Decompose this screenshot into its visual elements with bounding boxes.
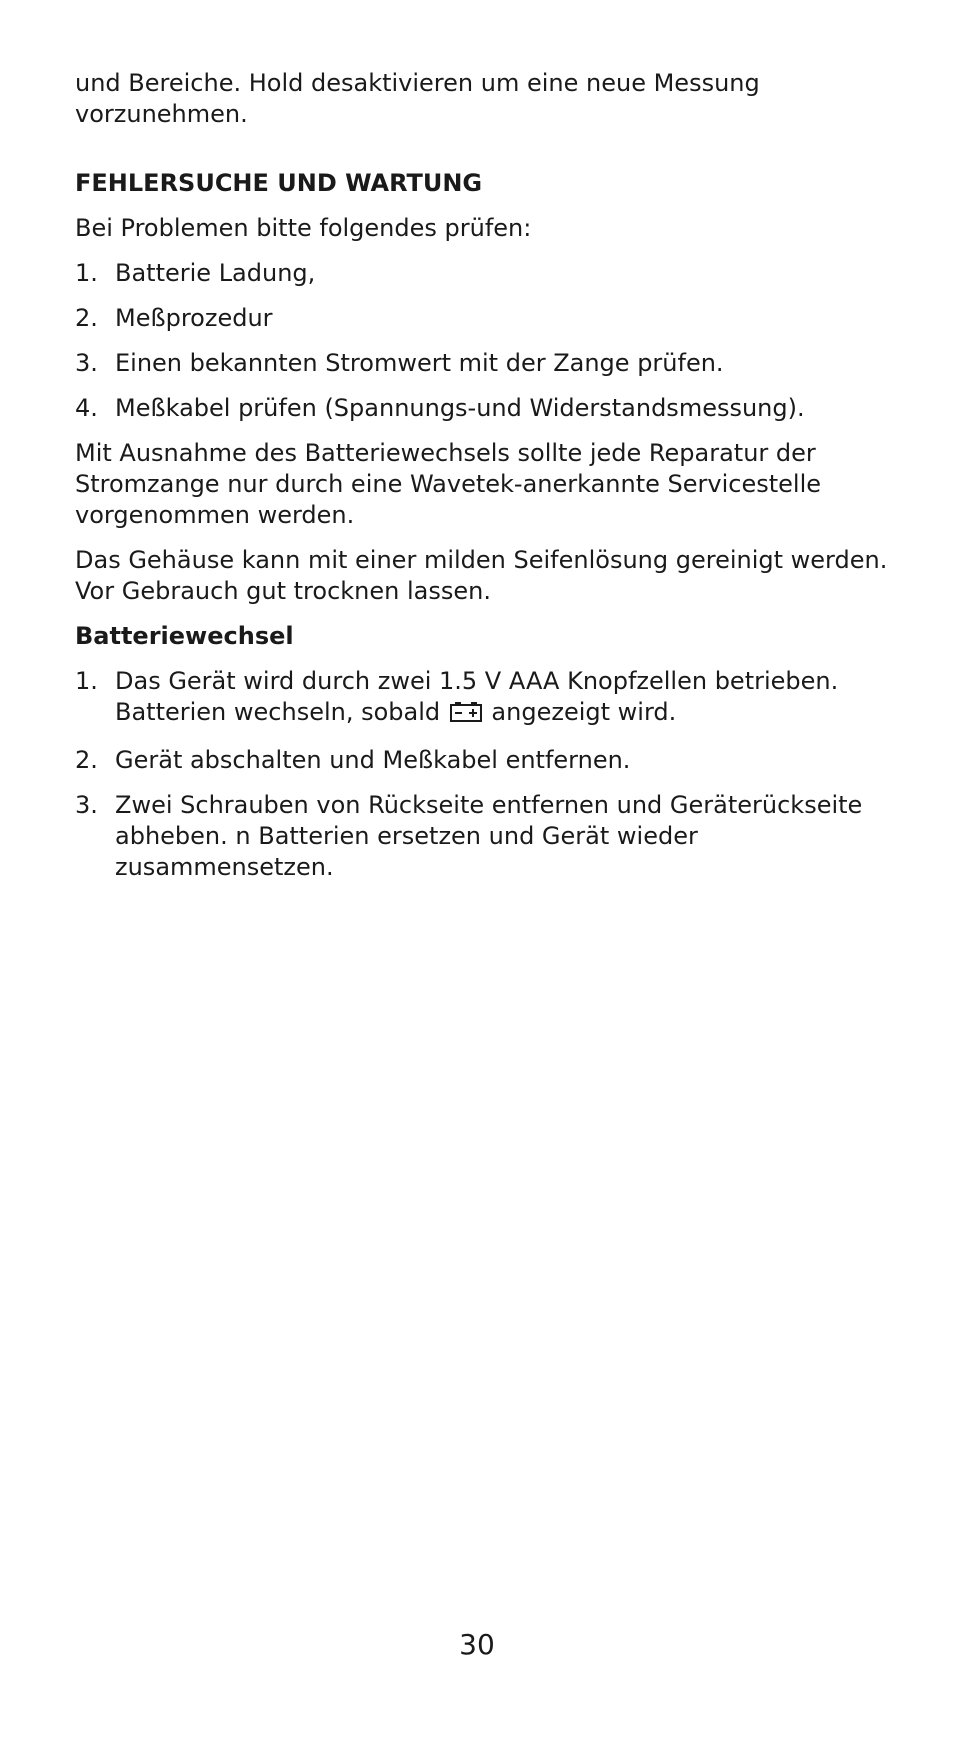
list-item [75,790,895,883]
list-item [75,303,895,334]
list-text-after: angezeigt wird. [491,698,677,726]
page-number: 30 [459,1628,495,1661]
list-text: Einen bekannten Stromwert mit der Zange prüfen. [115,349,724,377]
cleaning-paragraph: Das Gehäuse kann mit einer milden Seifenlösung gereinigt werden. Vor Gebrauch gut trocknen lassen. [75,546,888,605]
section-heading: FEHLERSUCHE UND WARTUNG [75,169,483,197]
battery-heading: Batteriewechsel [75,622,294,650]
list-number: 2. [75,746,98,774]
list-text: Meßprozedur [115,304,273,332]
list-number: 1. [75,259,98,287]
repair-paragraph: Mit Ausnahme des Batteriewechsels sollte jede Reparatur der Stromzange nur durch eine Wavetek-anerkannte Servicestelle vorgenommen werden. [75,439,822,529]
intro-paragraph: und Bereiche. Hold desaktivieren um eine neue Messung vorzunehmen. [75,69,760,128]
list-number: 3. [75,349,98,377]
check-list [75,258,895,424]
battery-list [75,666,895,883]
list-item [75,258,895,289]
list-text [115,666,895,731]
list-text: Batterie Ladung, [115,259,316,287]
list-item [75,745,895,776]
list-number: 2. [75,304,98,332]
list-item [75,666,895,731]
list-number: 3. [75,791,98,819]
section-lead: Bei Problemen bitte folgendes prüfen: [75,214,532,242]
battery-icon [450,700,482,731]
list-item [75,393,895,424]
document-page [75,68,895,897]
list-text: Zwei Schrauben von Rückseite entfernen und Geräterückseite abheben. n Batterien ersetzen und Gerät wieder zusammensetzen. [115,791,863,881]
list-text: Meßkabel prüfen (Spannungs-und Widerstandsmessung). [115,394,805,422]
list-item [75,348,895,379]
list-number: 1. [75,667,98,695]
list-number: 4. [75,394,98,422]
list-text: Gerät abschalten und Meßkabel entfernen. [115,746,631,774]
list-text-before: Das Gerät wird durch zwei 1.5 V AAA Knopfzellen betrieben. Batterien wechseln, sobald [115,667,839,726]
